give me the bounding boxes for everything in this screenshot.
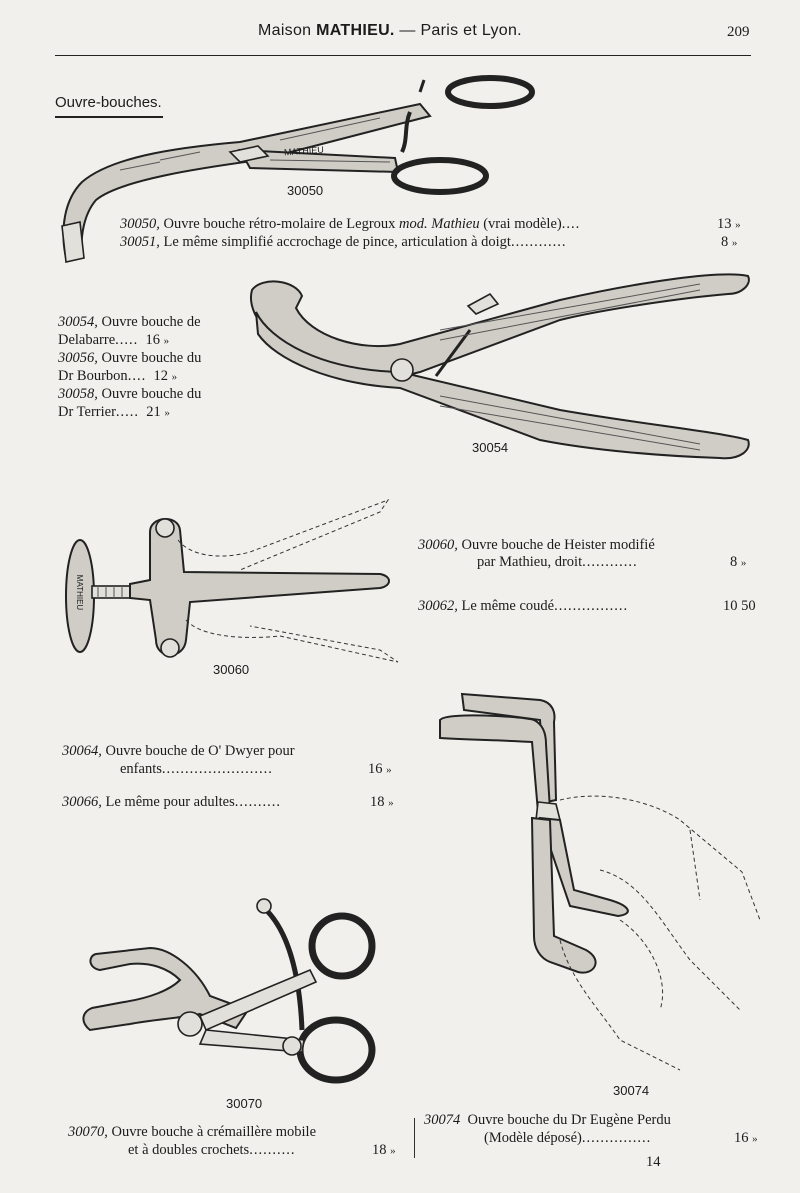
item-text: Le même coudé (461, 598, 555, 614)
header-title-brand: MATHIEU. (316, 22, 395, 39)
item-30056 (58, 350, 201, 367)
item-dots: ............ (510, 234, 567, 250)
item-30051 (120, 234, 566, 251)
figure-caption-30060: 30060 (213, 662, 250, 677)
price: 16 (145, 332, 161, 348)
item-dots: ..... (115, 404, 140, 420)
price-unit: » (164, 407, 170, 419)
figure-caption-30054: 30054 (472, 440, 509, 455)
item-text: Ouvre bouche du (101, 350, 202, 366)
item-30070-line2 (128, 1142, 295, 1159)
item-30066 (62, 794, 281, 811)
figure-caption-30074: 30074 (613, 1083, 650, 1098)
figure-caption-30050: 30050 (287, 183, 324, 198)
item-30064-line2 (120, 761, 273, 778)
item-dots: ............... (581, 1130, 652, 1146)
header-title-suffix: — Paris et Lyon. (394, 22, 522, 39)
price-unit: » (740, 557, 747, 569)
item-ref: 30074 (424, 1112, 461, 1128)
price-unit: » (752, 1133, 758, 1145)
item-text-cont: enfants (120, 761, 162, 777)
item-dots: ................ (554, 598, 629, 614)
item-text: Ouvre bouche rétro-molaire de Legroux (163, 216, 400, 232)
price: 21 (146, 404, 161, 420)
engraving-30060: MATHIEU (75, 574, 85, 611)
item-30070 (68, 1124, 316, 1141)
item-text-cont: et à doubles crochets (128, 1142, 250, 1158)
item-30074-line2 (484, 1130, 651, 1147)
item-dots: .......... (249, 1142, 296, 1158)
item-ref: 30060, (418, 537, 458, 553)
item-30074-price (734, 1130, 758, 1148)
item-30054 (58, 314, 201, 331)
item-30050-price (717, 216, 741, 234)
price-unit: » (171, 371, 178, 383)
header-title-prefix: Maison (258, 22, 317, 39)
item-30062-price: 10 50 (723, 598, 756, 614)
item-text-cont: par Mathieu, droit (477, 554, 583, 570)
item-dots: .... (127, 368, 147, 384)
price-unit: » (735, 219, 741, 231)
figure-caption-30070: 30070 (226, 1096, 263, 1111)
item-text-cont: Dr Terrier (58, 404, 116, 420)
item-dots: .... (561, 216, 581, 232)
price: 12 (153, 368, 168, 384)
item-30056-line2 (58, 368, 177, 386)
price-unit: » (388, 797, 394, 809)
item-30070-price (372, 1142, 396, 1160)
price: 8 (730, 554, 738, 570)
item-ref: 30051, (120, 234, 160, 250)
item-text-cont: Dr Bourbon (58, 368, 128, 384)
item-30054-line2 (58, 332, 169, 350)
price: 18 (370, 794, 385, 810)
price: 18 (372, 1142, 387, 1158)
item-ref: 30066, (62, 794, 102, 810)
engraving-30050: MATHIEU (283, 144, 325, 158)
item-30064-price (368, 761, 392, 779)
item-text-cont: Delabarre (58, 332, 116, 348)
item-ref: 30054, (58, 314, 98, 330)
item-30050 (120, 216, 580, 233)
instrument-30070-illustration (83, 899, 372, 1080)
item-30060-price (730, 554, 746, 572)
item-ref: 30064, (62, 743, 102, 759)
price-unit: » (386, 764, 392, 776)
price: 8 (721, 234, 729, 250)
item-dots: ............ (582, 554, 638, 570)
item-30051-price (721, 234, 737, 252)
item-text: Le même pour adultes (105, 794, 235, 810)
section-title: Ouvre-bouches. (55, 94, 162, 111)
instrument-30074-illustration (440, 694, 760, 1070)
item-text: Ouvre bouche du Dr Eugène Perdu (467, 1112, 671, 1128)
item-dots: .......... (234, 794, 281, 810)
item-ref: 30070, (68, 1124, 108, 1140)
item-text-cont: (Modèle déposé) (484, 1130, 582, 1146)
item-dots: ........................ (161, 761, 273, 777)
price-unit: » (731, 237, 738, 249)
item-text: Ouvre bouche du (101, 386, 202, 402)
item-ref: 30062, (418, 598, 458, 614)
price-unit: » (390, 1145, 396, 1157)
item-30064 (62, 743, 295, 760)
item-ref: 30056, (58, 350, 98, 366)
price: 16 (368, 761, 383, 777)
item-30074 (424, 1112, 671, 1129)
footer-signature: 14 (646, 1154, 661, 1170)
item-text: Le même simplifié accrochage de pince, articulation à doigt (163, 234, 511, 250)
item-text-italic: mod. Mathieu (399, 216, 480, 232)
item-30062 (418, 598, 628, 615)
item-ref: 30050, (120, 216, 160, 232)
column-divider (414, 1118, 415, 1158)
item-30058 (58, 386, 201, 403)
item-text: Ouvre bouche de (101, 314, 201, 330)
item-text: Ouvre bouche de O' Dwyer pour (105, 743, 295, 759)
item-dots: ..... (115, 332, 139, 348)
instrument-30054-illustration (251, 274, 749, 458)
item-30058-line2 (58, 404, 170, 422)
item-ref: 30058, (58, 386, 98, 402)
instrument-30060-illustration (66, 500, 398, 662)
item-text-cont: (vrai modèle) (479, 216, 562, 232)
item-30066-price (370, 794, 394, 812)
price: 13 (717, 216, 732, 232)
item-text: Ouvre bouche à crémaillère mobile (111, 1124, 317, 1140)
price-unit: » (163, 335, 170, 347)
page-number: 209 (727, 24, 750, 40)
item-text: Ouvre bouche de Heister modifié (461, 537, 655, 553)
item-30060-line2 (477, 554, 638, 571)
price: 16 (734, 1130, 749, 1146)
item-30060 (418, 537, 655, 554)
